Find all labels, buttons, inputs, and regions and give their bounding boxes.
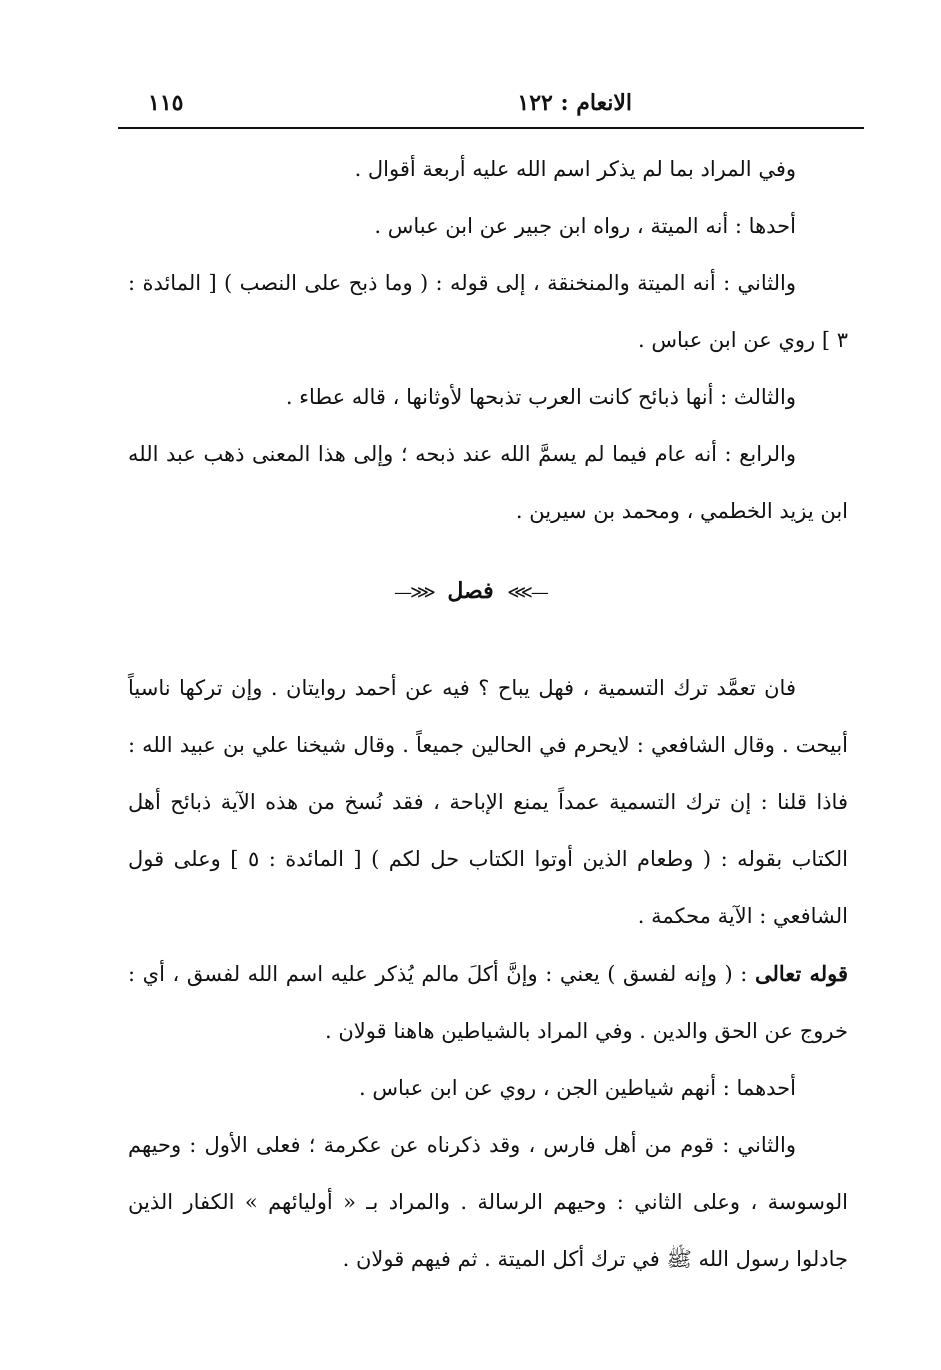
- commentary-block-1: [128, 141, 848, 540]
- paragraph: أحدها : أنه الميتة ، رواه ابن جبير عن ابن عباس .: [374, 214, 796, 238]
- paragraph: والرابع : أنه عام فيما لم يسمَّ الله عند ذبحه ؛ وإلى هذا المعنى ذهب عبد الله ابن يزيد الخطمي ، ومحمد بن سيرين .: [128, 442, 848, 523]
- verse-paragraph: [128, 945, 848, 1060]
- page-header: [118, 86, 864, 124]
- verse-lead: قوله تعالى: [754, 961, 848, 986]
- header-rule: [118, 127, 864, 129]
- paragraph: فان تعمَّد ترك التسمية ، فهل يباح ؟ فيه عن أحمد روايتان . وإن تركها ناسياً أبيحت . وقال الشافعي : لايحرم في الحالين جميعاً . وقال شيخنا علي بن عبيد الله : فاذا قلنا : إن ترك التسمية عمداً يمنع الإباحة ، فقد نُسخ من هذه الآية ذبائح أهل الكتاب بقوله : ( وطعام الذين أوتوا الكتاب حل لكم ) [ المائدة : ٥ ] وعلى قول الشافعي : الآية محكمة .: [128, 676, 848, 928]
- paragraph: أحدهما : أنهم شياطين الجن ، روي عن ابن عباس .: [358, 1076, 796, 1100]
- section-title: فصل: [447, 578, 494, 604]
- commentary-block-2: [128, 660, 848, 1288]
- running-title: الانعام : ١٢٢: [517, 90, 632, 116]
- page-number: ١١٥: [148, 90, 184, 116]
- paragraph: وفي المراد بما لم يذكر اسم الله عليه أربعة أقوال .: [354, 157, 796, 181]
- paragraph: والثاني : أنه الميتة والمنخنقة ، إلى قوله : ( وما ذبح على النصب ) [ المائدة : ٣ ] روي عن ابن عباس .: [128, 271, 848, 352]
- section-heading: [0, 578, 941, 604]
- paragraph: والثالث : أنها ذبائح كانت العرب تذبحها لأوثانها ، قاله عطاء .: [285, 385, 796, 409]
- paragraph: والثاني : قوم من أهل فارس ، وقد ذكرناه عن عكرمة ؛ فعلى الأول : وحيهم الوسوسة ، وعلى الثاني : وحيهم الرسالة . والمراد بـ « أوليائهم » الكفار الذين جادلوا رسول الله ﷺ في ترك أكل الميتة . ثم فيهم قولان .: [128, 1133, 848, 1271]
- ornament-left: ⋘—: [394, 582, 434, 603]
- verse-text: : ( وإنه لفسق ) يعني : وإنَّ أكلَ مالم يُذكر عليه اسم الله لفسق ، أي : خروج عن الحق والدين . وفي المراد بالشياطين هاهنا قولان .: [128, 962, 848, 1043]
- ornament-right: —⋙: [507, 582, 547, 603]
